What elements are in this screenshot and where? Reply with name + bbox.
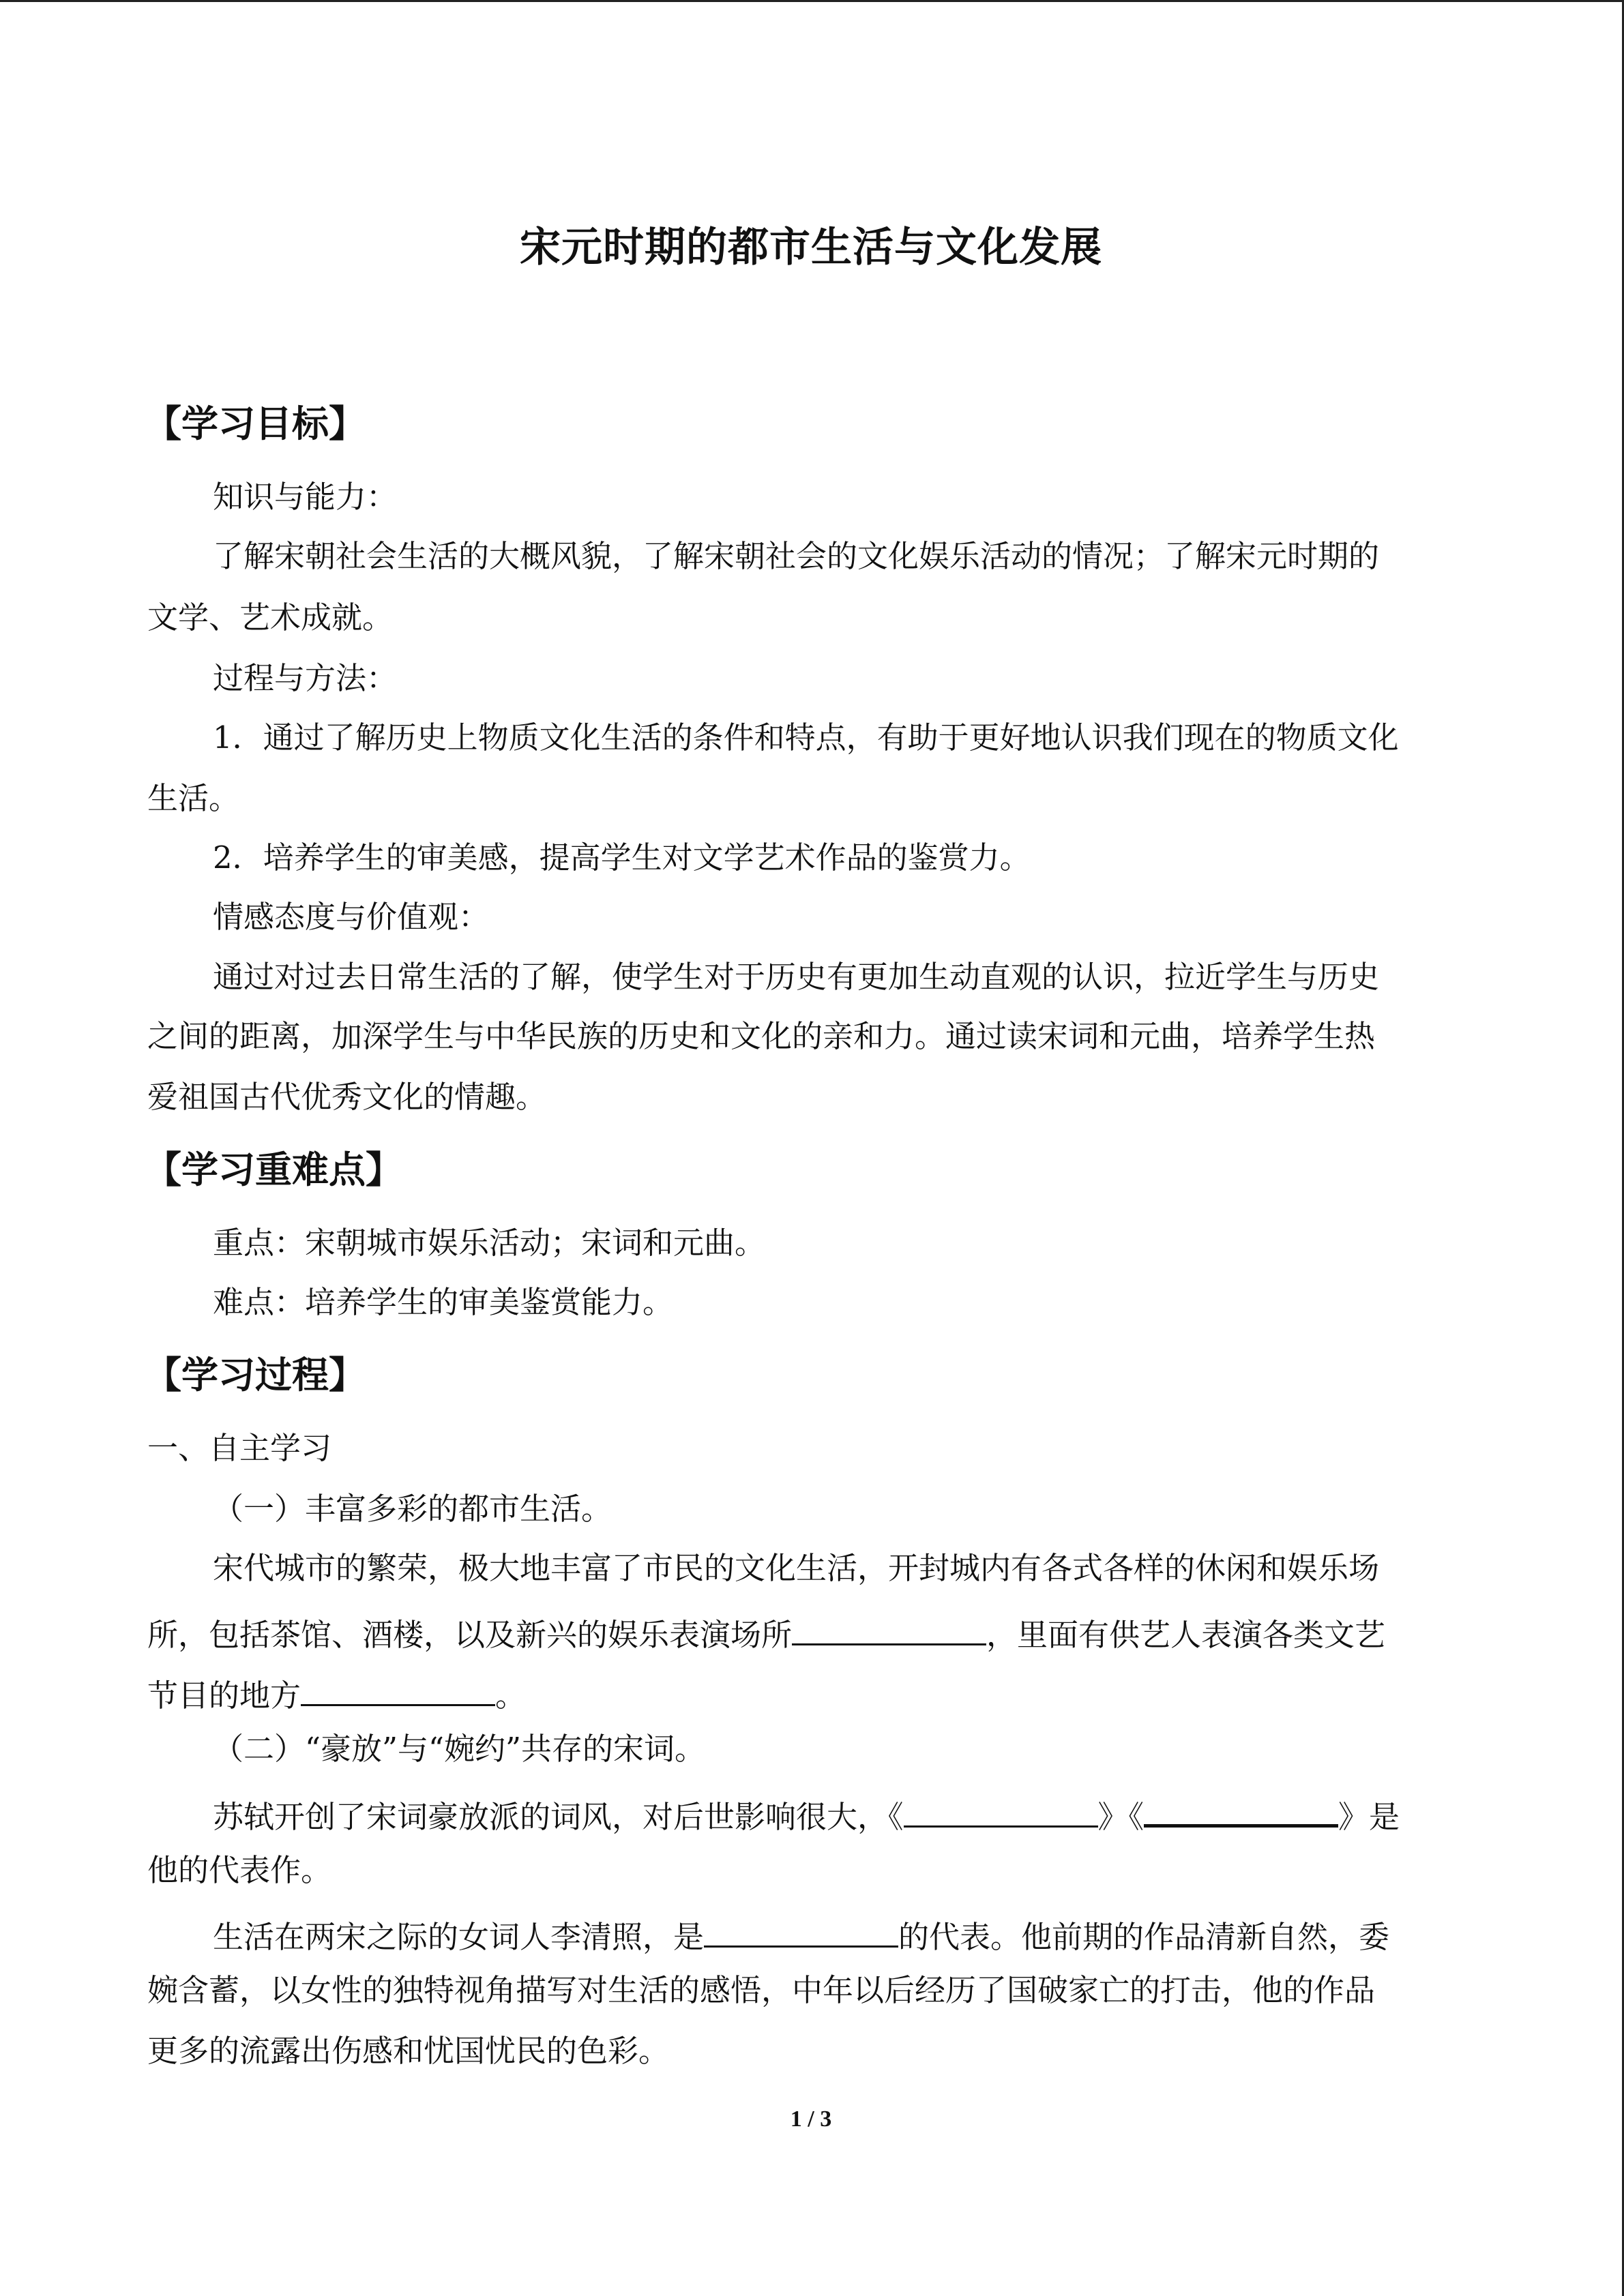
page-title: 宋元时期的都市生活与文化发展 (520, 224, 1102, 271)
sub-2-line-1-start: 苏轼开创了宋词豪放派的词风，对后世影响很大，《 (213, 1799, 904, 1835)
method-1-line-2: 生活。 (147, 780, 240, 816)
sub-1-line-3-start: 节目的地方 (147, 1678, 301, 1714)
work-1-blank[interactable] (904, 1795, 1098, 1828)
sub-2-line-1-mid: 》《 (1097, 1799, 1145, 1835)
emotion-line-3: 爱祖国古代优秀文化的情趣。 (147, 1079, 547, 1115)
sub-2-line-1 (213, 1794, 1400, 1835)
sub-2-line-4: 婉含蓄，以女性的独特视角描写对生活的感悟，中年以后经历了国破家亡的打击，他的作品 (147, 1972, 1376, 2008)
process-heading: 【学习过程】 (145, 1354, 366, 1397)
key-point: 重点：宋朝城市娱乐活动；宋词和元曲。 (213, 1225, 766, 1261)
sub-1-title: （一）丰富多彩的都市生活。 (213, 1491, 612, 1527)
sub-1-line-3 (147, 1674, 527, 1714)
method-2: 2．培养学生的审美感，提高学生对文学艺术作品的鉴赏力。 (213, 839, 1031, 876)
sub-2-line-3-start: 生活在两宋之际的女词人李清照，是 (213, 1919, 705, 1955)
emotion-line-2: 之间的距离，加深学生与中华民族的历史和文化的亲和力。通过读宋词和元曲，培养学生热 (147, 1018, 1376, 1054)
sub-2-line-3-end: 的代表。他前期的作品清新自然，委 (898, 1919, 1390, 1955)
sub-1-line-3-end: 。 (495, 1678, 527, 1714)
venue-blank[interactable] (792, 1613, 986, 1645)
objectives-heading: 【学习目标】 (145, 402, 366, 445)
sub-1-line-2-end: ，里面有供艺人表演各类文艺 (986, 1617, 1386, 1653)
emotion-label: 情感态度与价值观： (213, 899, 490, 935)
school-blank[interactable] (704, 1915, 898, 1948)
sub-1-line-2-start: 所，包括茶馆、酒楼，以及新兴的娱乐表演场所 (147, 1617, 793, 1653)
sub-1-line-2 (147, 1613, 1386, 1653)
sub-2-line-1-end: 》是 (1338, 1799, 1400, 1835)
difficult-point: 难点：培养学生的审美鉴赏能力。 (213, 1284, 674, 1320)
key-points-heading: 【学习重难点】 (145, 1148, 402, 1191)
sub-2-line-3 (213, 1915, 1390, 1955)
sub-2-line-5: 更多的流露出伤感和忧国忧民的色彩。 (147, 2033, 670, 2069)
sub-2-line-2: 他的代表作。 (147, 1852, 332, 1888)
part-1-title: 一、自主学习 (147, 1430, 332, 1466)
knowledge-line-2: 文学、艺术成就。 (147, 599, 394, 636)
sub-2-title: （二）“豪放”与“婉约”共存的宋词。 (213, 1731, 706, 1767)
knowledge-label: 知识与能力： (213, 479, 398, 515)
knowledge-line-1: 了解宋朝社会生活的大概风貌，了解宋朝社会的文化娱乐活动的情况；了解宋元时期的 (213, 538, 1380, 574)
page-number: 1 / 3 (790, 2106, 832, 2132)
work-2-blank[interactable] (1144, 1794, 1338, 1828)
method-label: 过程与方法： (213, 660, 398, 696)
stage-blank[interactable] (301, 1674, 495, 1706)
emotion-line-1: 通过对过去日常生活的了解，使学生对于历史有更加生动直观的认识，拉近学生与历史 (213, 959, 1380, 995)
method-1-line-1: 1．通过了解历史上物质文化生活的条件和特点，有助于更好地认识我们现在的物质文化 (213, 719, 1399, 756)
sub-1-line-1: 宋代城市的繁荣，极大地丰富了市民的文化生活，开封城内有各式各样的休闲和娱乐场 (213, 1550, 1380, 1586)
